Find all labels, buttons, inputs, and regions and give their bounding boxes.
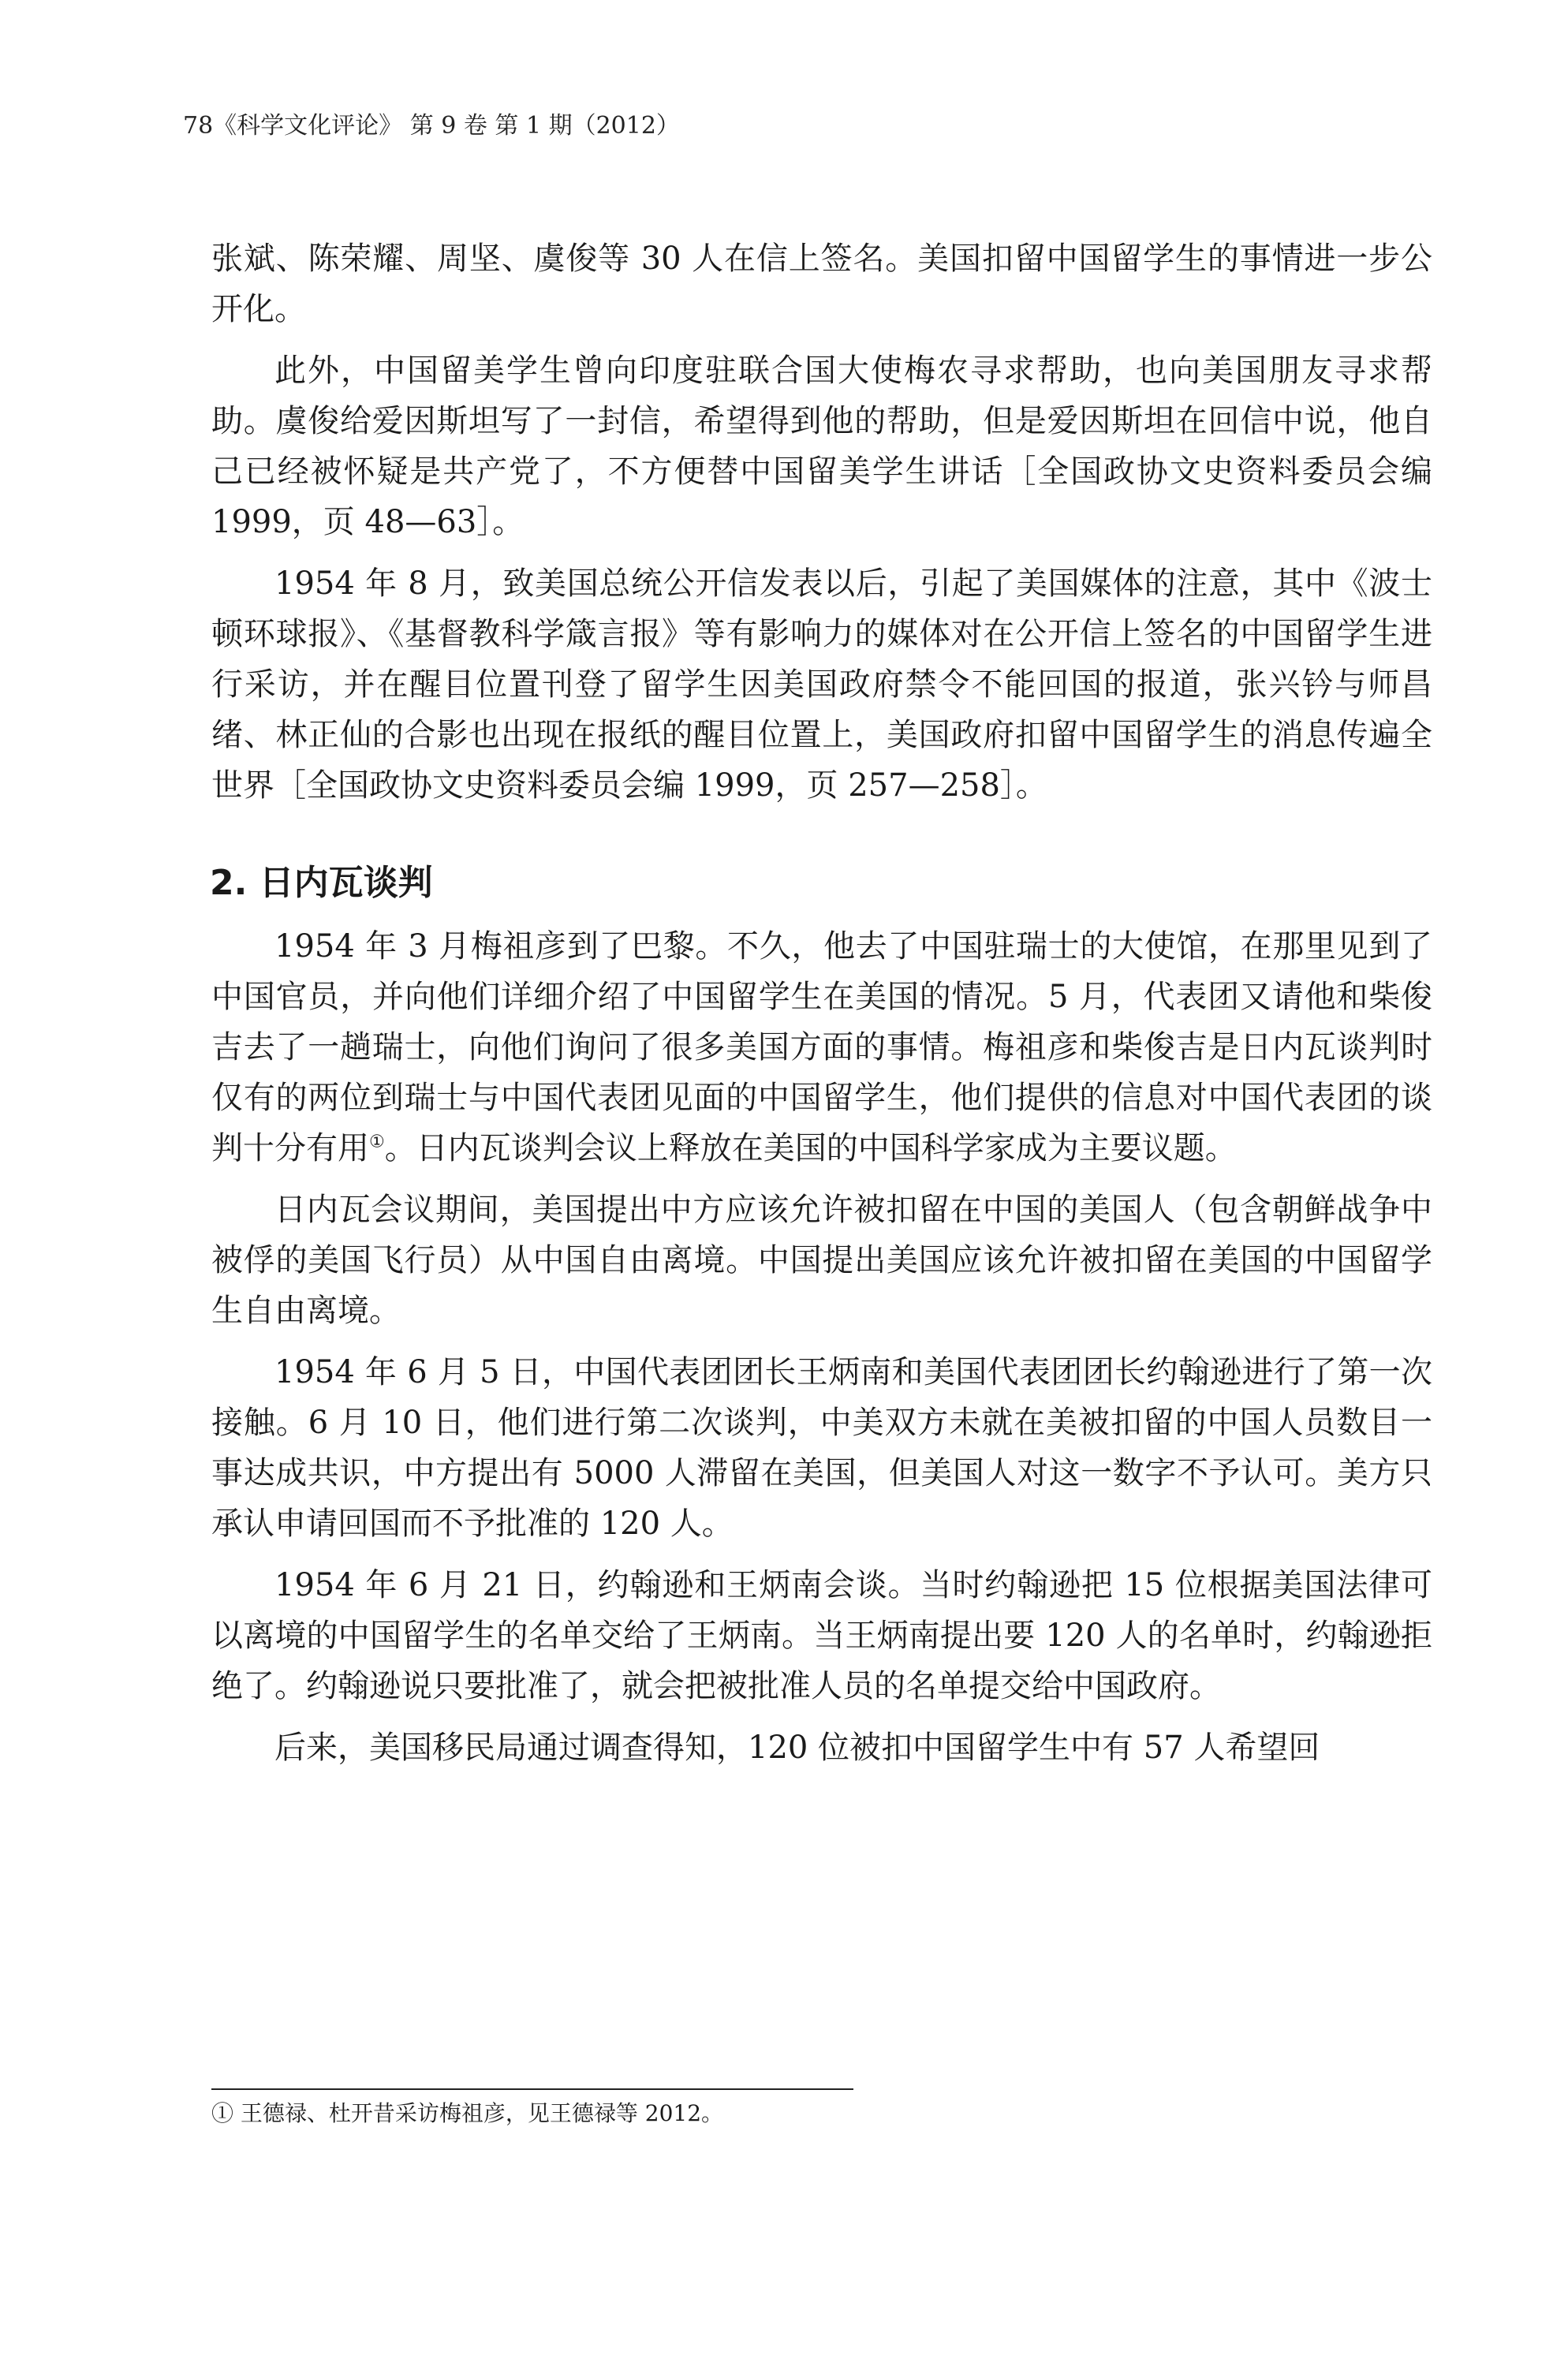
- paragraph: 1954 年 6 月 21 日，约翰逊和王炳南会谈。当时约翰逊把 15 位根据美国法律可以离境的中国留学生的名单交给了王炳南。当王炳南提出要 120 人的名单时，约翰逊拒绝了。约翰逊说只要批准了，就会把被批准人员的名单提交给中国政府。: [211, 1567, 1432, 1704]
- paragraph: 张斌、陈荣耀、周坚、虞俊等 30 人在信上签名。美国扣留中国留学生的事情进一步公开化。: [211, 241, 1432, 327]
- section-heading: 2. 日内瓦谈判: [210, 863, 433, 903]
- footnote: ① 王德禄、杜开昔采访梅祖彦，见王德禄等 2012。: [211, 2100, 724, 2126]
- paragraph-text: 1954 年 3 月梅祖彦到了巴黎。不久，他去了中国驻瑞士的大使馆，在那里见到了中国官员，并向他们详细介绍了中国留学生在美国的情况。5 月，代表团又请他和柴俊吉去了一趟瑞士，向他们询问了很多美国方面的事情。梅祖彦和柴俊吉是日内瓦谈判时仅有的两位到瑞士与中国代表团见面的中国留学生，他们提供的信息对中国代表团的谈判十分有用: [211, 928, 1432, 1166]
- paragraph: 后来，美国移民局通过调查得知，120 位被扣中国留学生中有 57 人希望回: [274, 1730, 1320, 1766]
- main-text: [211, 233, 1432, 1784]
- paragraph-text-continued: 。日内瓦谈判会议上释放在美国的中国科学家成为主要议题。: [384, 1130, 1237, 1166]
- paragraph: 1954 年 8 月，致美国总统公开信发表以后，引起了美国媒体的注意，其中《波士顿环球报》、《基督教科学箴言报》等有影响力的媒体对在公开信上签名的中国留学生进行采访，并在醒目位置刊登了留学生因美国政府禁令不能回国的报道，张兴钤与师昌绪、林正仙的合影也出现在报纸的醒目位置上，美国政府扣留中国留学生的消息传遍全世界［全国政协文史资料委员会编 1999，页 257—258］。: [211, 565, 1432, 804]
- paragraph: 1954 年 6 月 5 日，中国代表团团长王炳南和美国代表团团长约翰逊进行了第一次接触。6 月 10 日，他们进行第二次谈判，中美双方未就在美被扣留的中国人员数目一事达成共识，中方提出有 5000 人滞留在美国，但美国人对这一数字不予认可。美方只承认申请回国而不予批准的 120 人。: [211, 1354, 1432, 1542]
- paragraph: [211, 921, 1432, 1174]
- running-header: 78《科学文化评论》 第 9 卷 第 1 期（2012）: [183, 112, 680, 140]
- footnote-divider: [211, 2088, 853, 2090]
- paragraph: 日内瓦会议期间，美国提出中方应该允许被扣留在中国的美国人（包含朝鲜战争中被俘的美国飞行员）从中国自由离境。中国提出美国应该允许被扣留在美国的中国留学生自由离境。: [211, 1192, 1432, 1329]
- footnote-marker: ①: [369, 1132, 385, 1152]
- paragraph: 此外，中国留美学生曾向印度驻联合国大使梅农寻求帮助，也向美国朋友寻求帮助。虞俊给爱因斯坦写了一封信，希望得到他的帮助，但是爱因斯坦在回信中说，他自己已经被怀疑是共产党了，不方便替中国留美学生讲话［全国政协文史资料委员会编 1999，页 48—63］。: [211, 353, 1432, 540]
